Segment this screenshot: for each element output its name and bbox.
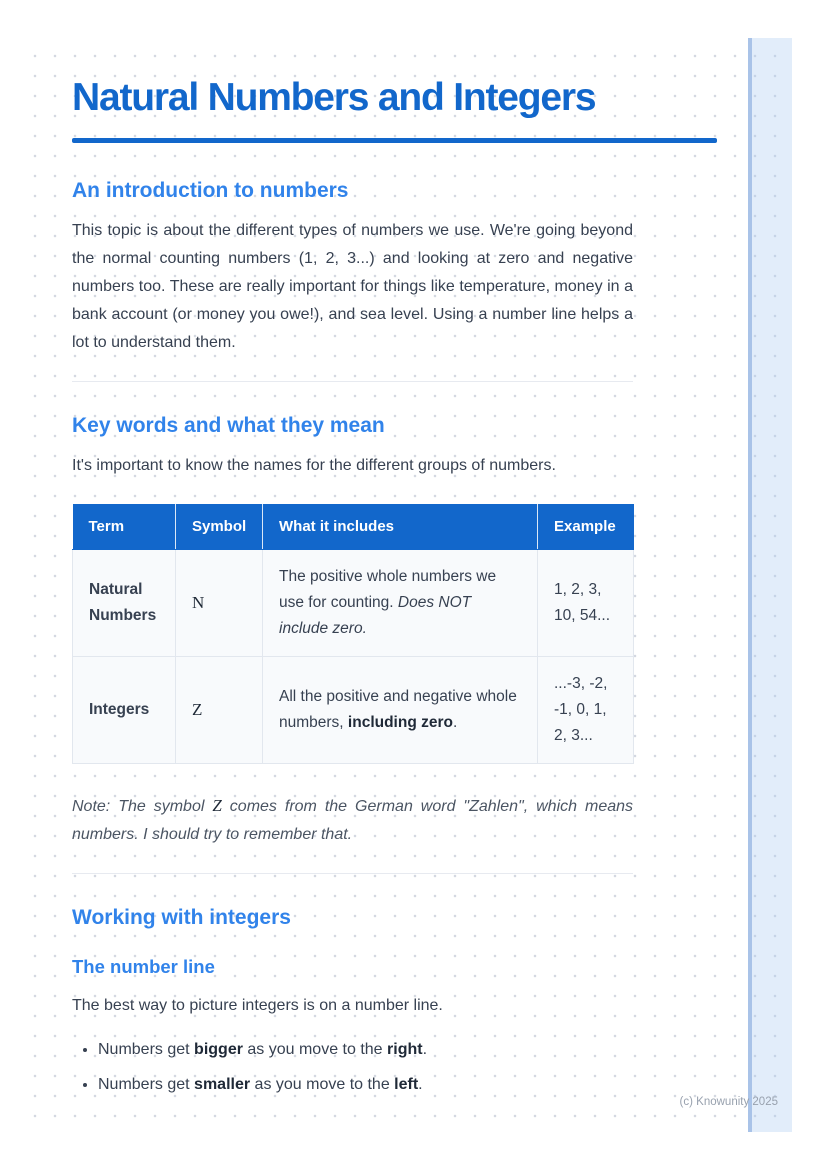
integers-symbol: Z [192, 699, 203, 719]
bullet-text: as you move to the [242, 1041, 388, 1058]
bullet-text: Numbers get [98, 1041, 195, 1058]
list-item [98, 1071, 633, 1099]
example-cell: ...-3, -2, -1, 0, 1, 2, 3... [538, 657, 634, 764]
section-heading-introduction: An introduction to numbers [72, 179, 349, 202]
natural-numbers-symbol: N [192, 592, 205, 612]
symbol-cell [176, 657, 263, 764]
note-prefix: Note: The symbol [72, 798, 213, 815]
title-underline-rule [72, 138, 717, 143]
bullet-text: as you move to the [250, 1076, 395, 1093]
section-heading-working: Working with integers [72, 906, 291, 929]
includes-suffix: . [452, 714, 458, 731]
page-sheet [30, 38, 792, 1132]
section-divider [72, 381, 633, 382]
includes-cell [263, 657, 538, 764]
section-divider [72, 873, 633, 874]
page-title: Natural Numbers and Integers [72, 76, 596, 119]
table-header-row [73, 504, 634, 550]
table-row [73, 550, 634, 657]
bullet-text: . [418, 1076, 423, 1093]
bullet-text: Numbers get [98, 1076, 195, 1093]
term-cell: Natural Numbers [73, 550, 176, 657]
bullet-bold-text: right [387, 1041, 423, 1058]
bullet-bold-text: left [394, 1076, 419, 1093]
bullet-text: . [422, 1041, 428, 1058]
includes-text: The positive whole numbers we use for counting. [279, 568, 497, 611]
copyright-credit: (c) Knowunity 2025 [679, 1096, 778, 1108]
example-cell: 1, 2, 3, 10, 54... [538, 550, 634, 657]
intro-paragraph: This topic is about the different types of numbers we use. We're going beyond the normal counting numbers (1, 2, 3...) and looking at zero and negative numbers too. These are really important for things like temperature, money in a bank account (or money you owe!), and sea level. Using a number line helps a lot to understand them. [72, 222, 633, 351]
note-suffix: comes from the German word "Zahlen", which means numbers. I should try to remember that. [72, 798, 634, 843]
notebook-margin-band [748, 38, 792, 1132]
includes-cell [263, 550, 538, 657]
note-paragraph [72, 792, 633, 849]
number-line-bullet-list [72, 1036, 633, 1099]
bullet-bold-text: bigger [194, 1041, 243, 1058]
number-line-intro-paragraph: The best way to picture integers is on a number line. [72, 997, 443, 1014]
symbol-cell [176, 550, 263, 657]
note-z-symbol: Z [212, 796, 222, 815]
includes-italic-text: Does NOT include zero. [279, 594, 472, 637]
list-item [98, 1036, 633, 1064]
column-header-example: Example [538, 504, 634, 550]
key-terms-table [72, 504, 634, 764]
bullet-bold-text: smaller [194, 1076, 251, 1093]
column-header-includes: What it includes [263, 504, 538, 550]
includes-bold-text: including zero [347, 714, 453, 731]
keywords-intro-paragraph: It's important to know the names for the different groups of numbers. [72, 457, 556, 474]
column-header-symbol: Symbol [176, 504, 263, 550]
document-content [72, 38, 633, 1099]
term-cell: Integers [73, 657, 176, 764]
table-row [73, 657, 634, 764]
column-header-term: Term [73, 504, 176, 550]
section-heading-keywords: Key words and what they mean [72, 414, 385, 437]
subsection-heading-number-line: The number line [72, 956, 215, 977]
includes-text: All the positive and negative whole numbers, [279, 688, 517, 731]
